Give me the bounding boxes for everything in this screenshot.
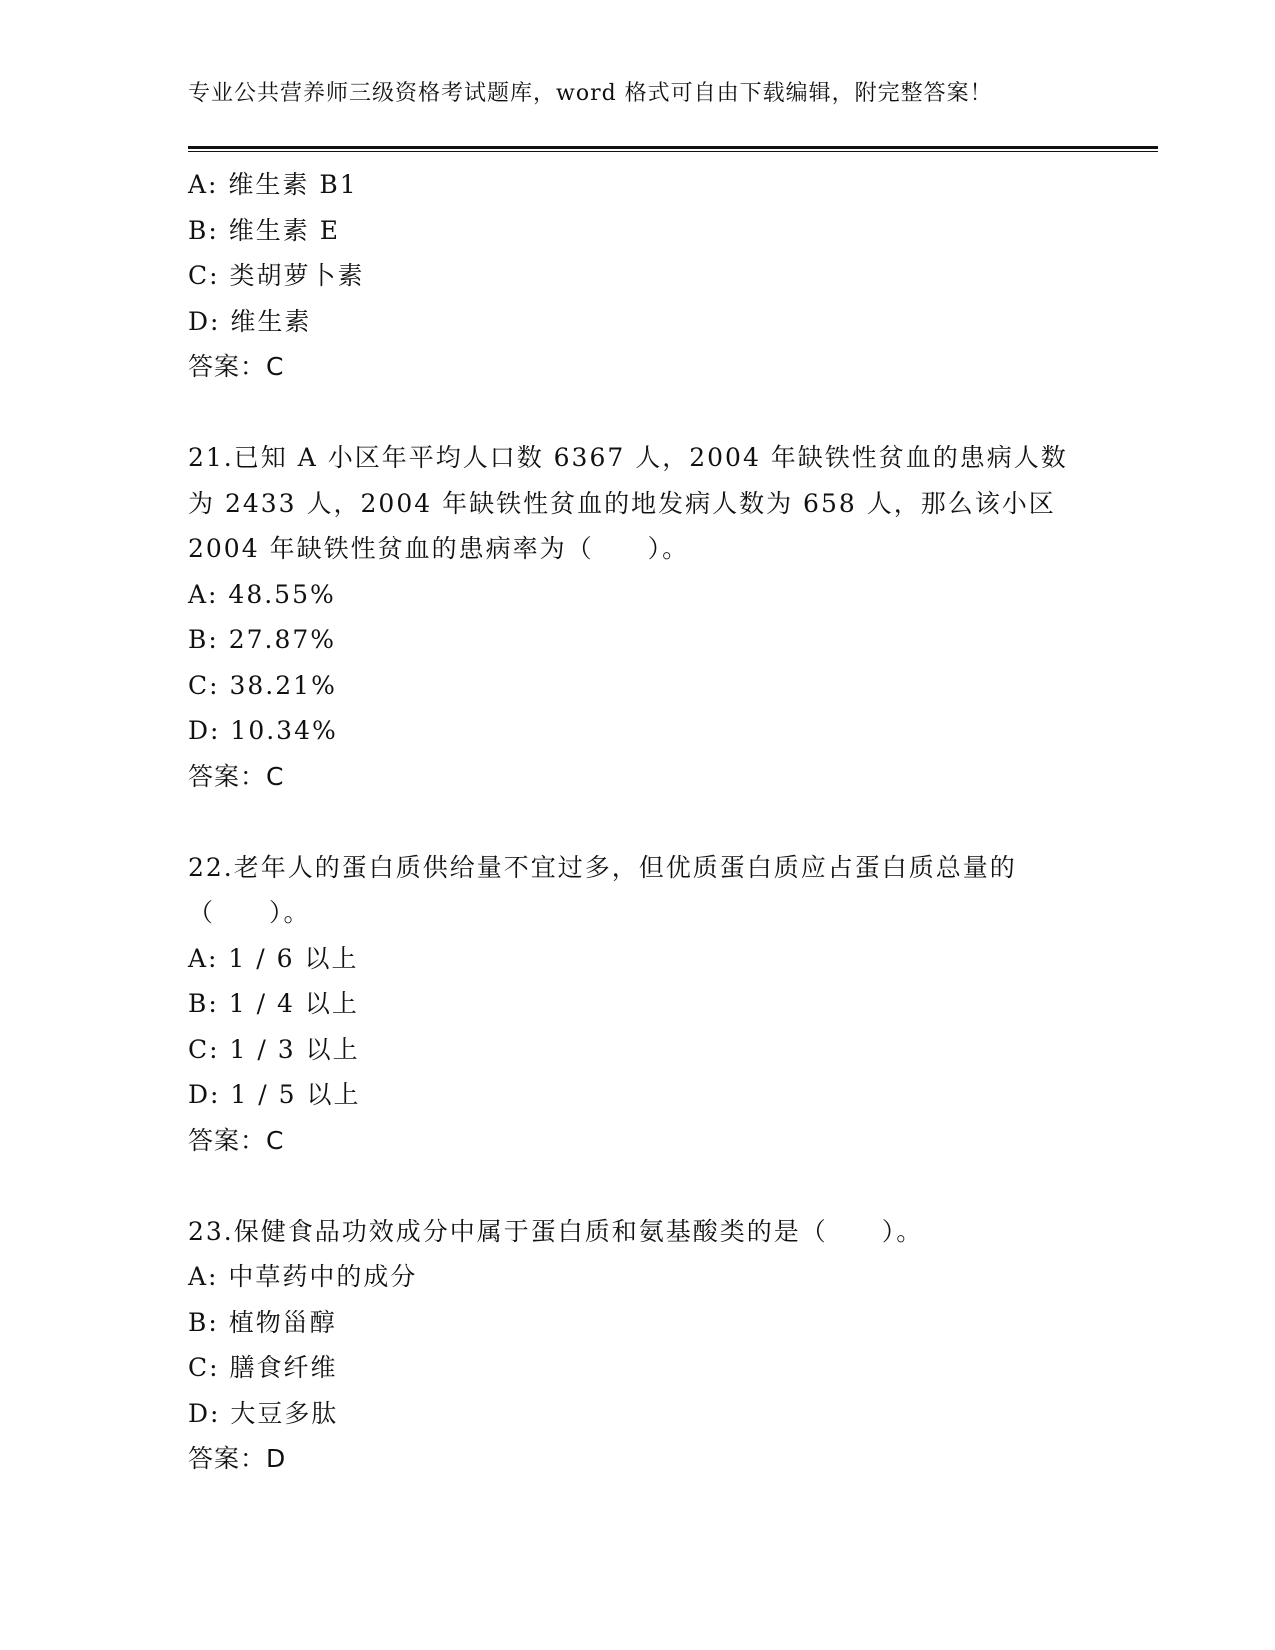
question-stem-line: （ ）。 <box>188 898 311 927</box>
question-list <box>188 162 1088 1482</box>
option-c: C: 类胡萝卜素 <box>188 261 365 290</box>
option-d: D: 1 / 5 以上 <box>188 1080 361 1109</box>
header-rule-thick <box>188 146 1158 149</box>
option-b: B: 1 / 4 以上 <box>188 989 359 1018</box>
option-a: A: 48.55% <box>188 579 336 609</box>
option-b: B: 27.87% <box>188 625 337 654</box>
option-a: A: 1 / 6 以上 <box>188 943 359 973</box>
question-stem-line: 23.保健食品功效成分中属于蛋白质和氨基酸类的是（ ）。 <box>188 1216 924 1246</box>
option-a: A: 维生素 B1 <box>188 170 358 199</box>
question-stem-line: 21.已知 A 小区年平均人口数 6367 人，2004 年缺铁性贫血的患病人数 <box>188 443 1068 472</box>
question-block-21 <box>188 435 1088 799</box>
option-b: B: 维生素 E <box>188 215 340 245</box>
question-stem-line: 22.老年人的蛋白质供给量不宜过多，但优质蛋白质应占蛋白质总量的 <box>188 852 1017 882</box>
page-header: 专业公共营养师三级资格考试题库，word 格式可自由下载编辑，附完整答案！ <box>188 81 993 106</box>
option-d: D: 维生素 <box>188 306 312 336</box>
answer-line: 答案：D <box>188 1444 287 1473</box>
question-stem-line: 为 2433 人，2004 年缺铁性贫血的地发病人数为 658 人，那么该小区 <box>188 488 1056 518</box>
option-d: D: 10.34% <box>188 716 338 745</box>
question-block-23 <box>188 1209 1088 1482</box>
answer-line: 答案：C <box>188 761 285 791</box>
option-c: C: 1 / 3 以上 <box>188 1034 360 1064</box>
question-stem-line: 2004 年缺铁性贫血的患病率为（ ）。 <box>188 534 690 563</box>
spacer <box>188 1163 1088 1209</box>
question-block-22 <box>188 845 1088 1164</box>
answer-line: 答案：C <box>188 352 285 381</box>
option-c: C: 膳食纤维 <box>188 1353 338 1382</box>
option-c: C: 38.21% <box>188 670 337 700</box>
header-rule-thin <box>188 151 1158 152</box>
option-d: D: 大豆多肽 <box>188 1398 339 1428</box>
question-block-20 <box>188 162 1088 390</box>
spacer <box>188 390 1088 436</box>
option-b: B: 植物甾醇 <box>188 1307 337 1337</box>
spacer <box>188 799 1088 845</box>
option-a: A: 中草药中的成分 <box>188 1262 418 1291</box>
answer-line: 答案：C <box>188 1125 285 1155</box>
